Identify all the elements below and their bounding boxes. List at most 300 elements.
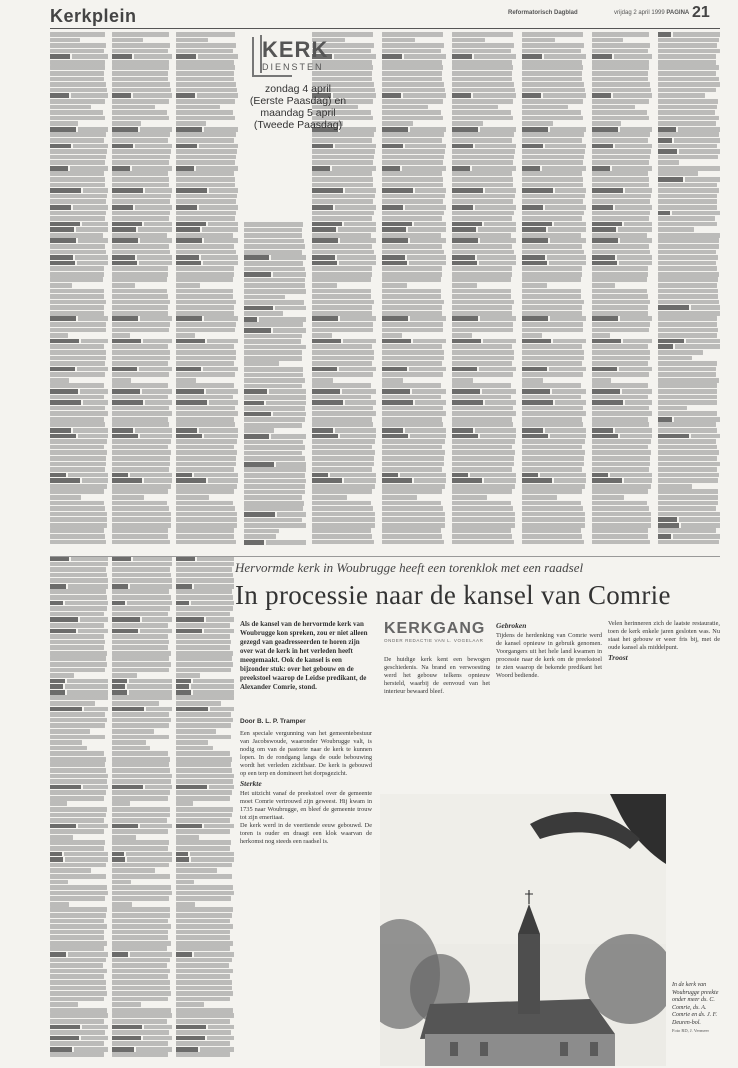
listing-line [658,54,716,59]
listing-line [382,233,441,238]
listing-line [382,344,442,349]
listing-line [50,534,105,539]
listing-line [50,82,106,87]
listing-line [312,517,375,522]
listing-line [176,573,233,578]
listing-line [244,401,306,406]
listing-line [112,1052,168,1057]
listing-line [658,43,717,48]
listing-line [592,534,648,539]
listing-line [592,289,647,294]
listing-line [50,824,108,829]
listing-line [312,216,372,221]
listing-line [176,991,233,996]
listing-line [112,540,170,545]
listing-line [176,1030,231,1035]
listing-line [592,255,652,260]
listing-line [592,93,652,98]
listing-line [112,132,170,137]
listing-line [382,528,441,533]
listing-line [658,439,716,444]
listing-line [522,283,547,288]
listing-line [452,283,477,288]
listing-line [176,501,233,506]
listing-line [382,417,442,422]
listing-line [244,428,274,433]
service-date-line-1: zondag 4 april [265,83,331,95]
listing-line [522,495,557,500]
listing-line [592,501,647,506]
listing-line [382,456,444,461]
listing-line [112,807,170,812]
listing-line [658,389,717,394]
listing-line [244,540,306,545]
listing-line [50,32,105,37]
listing-line [658,434,720,439]
listing-line [176,662,233,667]
listing-line [312,512,375,517]
listing-line [312,484,375,489]
listing-line [382,517,445,522]
listing-line [112,589,169,594]
listing-line [176,801,193,806]
listing-line [176,350,236,355]
listing-line [592,333,610,338]
listing-line [312,294,371,299]
listing-line [112,668,169,673]
listing-line [112,65,169,70]
listing-line [658,311,720,316]
listing-line [592,489,648,494]
listing-line [452,38,485,43]
listing-line [382,434,446,439]
listing-line [522,65,583,70]
listing-line [452,411,516,416]
listing-line [176,695,234,700]
listing-line [244,345,306,350]
listing-line [50,857,108,862]
listing-line [112,171,168,176]
listing-line [452,216,512,221]
listing-line [112,846,168,851]
listing-line [658,272,719,277]
listing-line [112,261,172,266]
listing-line [592,88,651,93]
listing-line [50,38,80,43]
listing-line [50,735,105,740]
listing-line [522,305,582,310]
listing-line [452,406,513,411]
listing-line [592,372,649,377]
listing-line [452,110,511,115]
listing-line [112,60,169,65]
listing-line [50,645,104,650]
section-title: Kerkplein [50,6,137,26]
listing-line [452,177,513,182]
listing-line [592,528,648,533]
listing-line [382,238,446,243]
listing-line [382,177,443,182]
listing-line [112,417,168,422]
listing-line [452,205,516,210]
listing-line [50,779,107,784]
listing-line [592,149,651,154]
listing-line [592,506,649,511]
listing-line [50,400,108,405]
listing-line [176,790,232,795]
listing-line [176,997,230,1002]
listing-line [312,406,373,411]
listing-line [112,367,172,372]
listing-line [312,528,371,533]
listing-line [592,339,652,344]
listing-line [382,389,446,394]
listing-line [112,562,172,567]
listing-line [112,796,168,801]
listing-line [658,378,719,383]
listing-line [312,316,376,321]
listing-line [50,316,108,321]
listing-line [522,289,581,294]
listing-line [658,445,717,450]
listing-line [176,980,232,985]
listing-line [176,640,231,645]
listing-line [112,82,170,87]
listing-line [522,422,583,427]
listing-line [176,489,234,494]
listing-line [452,211,514,216]
listing-line [50,121,78,126]
listing-line [112,149,171,154]
listing-line [176,77,234,82]
listing-line [658,77,719,82]
listing-line [244,373,303,378]
listing-line [522,501,581,506]
listing-line [176,395,233,400]
listing-line [382,367,446,372]
listing-line [244,356,302,361]
listing-line [50,1008,107,1013]
listing-line [522,54,586,59]
listing-line [50,339,108,344]
listing-line [312,194,375,199]
listing-line [522,395,581,400]
listing-line [382,534,442,539]
listing-line [312,250,374,255]
listing-line [50,880,68,885]
listing-line [452,506,513,511]
listing-line [244,267,305,272]
listing-line [382,105,428,110]
listing-line [50,902,69,907]
listing-line [176,891,234,896]
listing-line [176,785,234,790]
listing-line [592,105,635,110]
listing-line [176,913,232,918]
listing-line [50,478,108,483]
listing-line [244,534,276,539]
listing-line [176,796,230,801]
listing-line [658,244,719,249]
listing-line [658,417,720,422]
listing-line [176,740,208,745]
listing-line [658,99,718,104]
listing-line [112,289,167,294]
listing-line [50,238,108,243]
listing-line [592,400,652,405]
article-body-column-2 [384,656,490,792]
listing-line [522,116,583,121]
listing-column-7 [452,32,516,552]
listing-line [50,919,104,924]
listing-line [382,261,446,266]
listing-line [50,623,104,628]
listing-line [176,316,238,321]
listing-line [112,902,132,907]
listing-line [312,450,375,455]
listing-line [452,222,516,227]
listing-line [658,199,717,204]
kerkgang-logo-word: KERKGANG [384,620,486,637]
listing-line [176,417,234,422]
listing-line [382,339,446,344]
listing-line [112,105,155,110]
listing-line [176,930,230,935]
listing-line [522,400,586,405]
body-paragraph: De huidige kerk kent een bewogen geschiedenis. Na brand en verwoesting werd het gebouw telkens opnieuw hersteld, waarbij de eenvoud van het interieur bewaard bleef. [384,656,490,695]
listing-line [382,266,442,271]
listing-line [176,155,236,160]
listing-line [312,322,373,327]
listing-line [50,835,73,840]
listing-line [50,785,108,790]
kerkgang-rubric [384,620,484,650]
listing-line [382,283,407,288]
listing-line [176,132,236,137]
listing-line [522,105,568,110]
listing-line [112,684,172,689]
listing-line [112,891,172,896]
listing-line [112,155,170,160]
listing-line [592,261,652,266]
listing-line [658,205,717,210]
listing-line [112,138,168,143]
listing-line [312,445,372,450]
listing-line [176,467,234,472]
listing-line [522,121,553,126]
listing-line [50,517,107,522]
listing-line [50,261,108,266]
listing-line [176,49,233,54]
listing-line [522,49,581,54]
listing-line [522,88,585,93]
listing-line [176,255,238,260]
listing-line [522,484,585,489]
listing-line [452,183,513,188]
listing-line [112,294,168,299]
listing-line [112,501,167,506]
listing-line [50,1047,108,1052]
listing-line [452,32,513,37]
listing-line [312,372,373,377]
listing-line [452,445,512,450]
listing-line [244,523,306,528]
listing-line [112,662,171,667]
listing-line [522,534,582,539]
newspaper-name: Reformatorisch Dagblad [508,10,578,16]
listing-line [176,562,234,567]
listing-line [522,528,581,533]
listing-line [382,77,442,82]
listing-line [50,166,108,171]
listing-line [176,612,230,617]
listing-line [50,790,106,795]
listing-line [312,266,372,271]
listing-line [112,818,167,823]
listing-line [522,99,583,104]
listing-line [592,138,648,143]
listing-line [50,573,107,578]
listing-line [658,450,719,455]
listing-line [50,127,108,132]
listing-line [244,367,303,372]
listing-line [176,958,232,963]
listing-line [522,132,584,137]
listing-line [50,707,108,712]
listing-line [112,127,172,132]
listing-line [112,573,171,578]
listing-line [382,216,442,221]
listing-line [452,144,516,149]
listing-line [112,378,131,383]
listing-line [112,489,168,494]
listing-line [50,751,104,756]
listing-line [658,300,719,305]
listing-line [50,344,104,349]
listing-line [112,695,172,700]
listing-line [50,250,106,255]
listing-line [50,891,108,896]
listing-line [312,238,376,243]
listing-line [112,255,172,260]
listing-line [50,589,106,594]
listing-line [312,378,333,383]
listing-line [522,462,584,467]
listing-line [50,997,104,1002]
listing-line [112,484,171,489]
listing-line [176,495,209,500]
listing-line [50,729,90,734]
listing-line [50,974,104,979]
listing-line [176,969,233,974]
listing-line [312,495,347,500]
listing-line [112,250,170,255]
listing-line [592,456,650,461]
listing-line [50,617,108,622]
listing-line [50,294,104,299]
listing-line [658,283,717,288]
listing-line [50,818,104,823]
listing-line [112,183,169,188]
kerkgang-editor: ONDER REDACTIE VAN L. VOGELAAR [384,638,484,643]
listing-line [592,356,650,361]
listing-line [112,578,172,583]
listing-line [112,835,136,840]
listing-line [50,1030,105,1035]
listing-line [176,445,234,450]
listing-line [50,205,108,210]
listing-line [50,356,106,361]
listing-line [452,395,511,400]
listing-line [522,272,582,277]
listing-line [592,277,647,282]
listing-line [176,43,236,48]
listing-line [658,316,717,321]
listing-line [592,116,649,121]
listing-line [522,250,584,255]
listing-line [50,690,108,695]
listing-line [50,333,68,338]
listing-line [112,852,172,857]
listing-line [382,144,446,149]
listing-line [176,813,232,818]
listing-line [176,735,231,740]
issue-date: vrijdag 2 april 1999 [614,10,665,16]
listing-line [522,77,582,82]
listing-line [592,484,651,489]
listing-line [244,222,303,227]
listing-line [50,183,105,188]
listing-line [112,718,171,723]
listing-line [112,707,172,712]
listing-line [112,617,172,622]
listing-line [50,300,106,305]
listing-line [244,250,302,255]
listing-line [50,489,104,494]
listing-line [112,411,172,416]
listing-line [658,160,679,165]
listing-line [522,255,586,260]
listing-line [312,417,372,422]
listing-line [176,82,236,87]
listing-line [50,991,107,996]
listing-line [50,757,106,762]
listing-line [50,595,107,600]
listing-line [50,462,106,467]
listing-line [312,467,372,472]
listing-line [50,116,105,121]
listing-line [658,289,718,294]
listing-line [176,762,231,767]
listing-line [522,205,586,210]
listing-line [176,1047,234,1052]
listing-line [452,127,516,132]
listing-line [592,233,647,238]
listing-line [176,144,238,149]
listing-line [312,400,376,405]
listing-line [658,328,718,333]
listing-line [112,746,150,751]
listing-line [50,43,106,48]
listing-line [592,144,652,149]
listing-line [112,606,170,611]
listing-line [452,171,512,176]
listing-line [244,467,306,472]
listing-line [382,450,445,455]
listing-line [50,935,104,940]
listing-line [50,774,108,779]
listing-line [50,211,106,216]
